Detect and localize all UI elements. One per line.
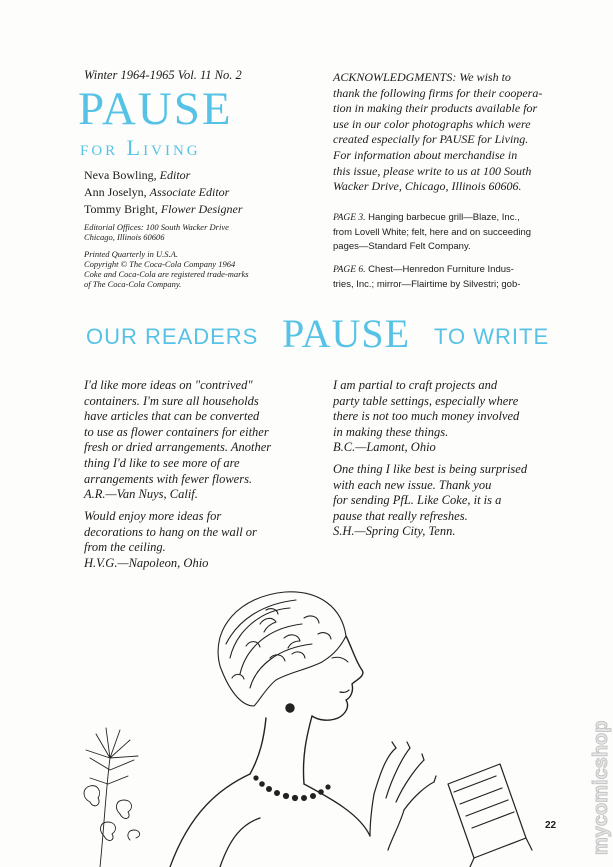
letter-signature: S.H.—Spring City, Tenn. bbox=[333, 524, 456, 539]
credit-line: from Lovell White; felt, here and on succeeding bbox=[333, 226, 532, 238]
letter-signature: H.V.G.—Napoleon, Ohio bbox=[84, 555, 209, 570]
staff-flower-designer bbox=[84, 201, 242, 218]
masthead-title: PAUSE bbox=[78, 83, 233, 135]
letter-line: decorations to hang on the wall or bbox=[84, 524, 257, 539]
ack-line: created especially for PAUSE for Living. bbox=[333, 132, 529, 147]
ack-line: this issue, please write to us at 100 South bbox=[333, 163, 532, 178]
letter-line: party table settings, especially where bbox=[333, 393, 519, 408]
face-profile bbox=[250, 636, 363, 784]
credit-page-3 bbox=[333, 211, 565, 255]
staff-name: Ann Joselyn, bbox=[84, 185, 150, 199]
letter-line: with each new issue. Thank you bbox=[333, 477, 492, 492]
hand-sketch bbox=[370, 742, 436, 850]
staff-associate-editor bbox=[84, 184, 242, 201]
staff-role: Flower Designer bbox=[160, 202, 243, 216]
bead-necklace bbox=[253, 775, 330, 801]
printed-line: of The Coca-Cola Company. bbox=[84, 279, 182, 289]
reader-letter-4 bbox=[333, 462, 527, 540]
reader-letter-1 bbox=[84, 378, 271, 503]
hair-sketch bbox=[218, 592, 346, 706]
staff-name: Tommy Bright, bbox=[84, 202, 161, 216]
staff-list bbox=[84, 167, 242, 218]
printed-line: Coke and Coca-Cola are registered trade-marks bbox=[84, 269, 249, 279]
printed-line: Copyright © The Coca-Cola Company 1964 bbox=[84, 259, 236, 269]
watermark bbox=[568, 650, 612, 855]
watermark-text: mycomicshop bbox=[590, 720, 612, 855]
ack-line: For information about merchandise in bbox=[333, 147, 518, 162]
headline-part-3: TO WRITE bbox=[434, 324, 550, 349]
credit-line: Hanging barbecue grill—Blaze, Inc., bbox=[365, 212, 520, 223]
staff-name: Neva Bowling, bbox=[84, 168, 160, 182]
headline-part-1: OUR READERS bbox=[86, 324, 259, 349]
reader-letter-2 bbox=[84, 509, 257, 571]
letter-line: I'd like more ideas on "contrived" bbox=[84, 378, 253, 392]
letter-line: Would enjoy more ideas for bbox=[84, 509, 222, 523]
editorial-offices bbox=[84, 222, 229, 242]
ack-line: ACKNOWLEDGMENTS: We wish to bbox=[333, 70, 511, 84]
letter-line: to use as flower containers for either bbox=[84, 424, 269, 439]
letter-line: containers. I'm sure all households bbox=[84, 393, 259, 408]
letter-line: there is not too much money involved bbox=[333, 409, 520, 424]
letter-line: thing I'd like to see more of are bbox=[84, 455, 240, 470]
offices-line: Editorial Offices: 100 South Wacker Drive bbox=[84, 222, 229, 232]
woman-reading-illustration bbox=[70, 588, 540, 867]
letter-line: have articles that can be converted bbox=[84, 409, 260, 424]
credit-line: Chest—Henredon Furniture Indus- bbox=[365, 264, 514, 275]
issue-line: Winter 1964-1965 Vol. 11 No. 2 bbox=[84, 68, 242, 82]
credit-label: PAGE 6. bbox=[333, 265, 366, 275]
credit-line: pages—Standard Felt Company. bbox=[333, 241, 471, 252]
staff-editor bbox=[84, 167, 242, 184]
letter-line: for sending PfL. Like Coke, it is a bbox=[333, 493, 502, 508]
ack-line: use in our color photographs which were bbox=[333, 116, 531, 131]
printed-line: Printed Quarterly in U.S.A. bbox=[84, 249, 178, 259]
credit-line: tries, Inc.; mirror—Flairtime by Silvestri; gob- bbox=[333, 278, 521, 290]
flower-sketch bbox=[84, 728, 140, 867]
printing-notice bbox=[84, 249, 249, 289]
headline-part-2: PAUSE bbox=[282, 311, 411, 356]
staff-role: Editor bbox=[159, 168, 191, 182]
book-sketch bbox=[448, 764, 532, 867]
page-number: 22 bbox=[545, 820, 557, 831]
letter-line: pause that really refreshes. bbox=[333, 508, 468, 523]
letter-signature: B.C.—Lamont, Ohio bbox=[333, 440, 436, 455]
masthead-subtitle: for Living bbox=[80, 135, 201, 160]
letter-line: in making these things. bbox=[333, 424, 449, 439]
ack-line: thank the following firms for their coopera- bbox=[333, 85, 543, 100]
letter-line: I am partial to craft projects and bbox=[333, 378, 498, 392]
section-headline bbox=[86, 310, 566, 360]
letter-line: fresh or dried arrangements. Another bbox=[84, 440, 272, 455]
offices-line: Chicago, Illinois 60606 bbox=[84, 232, 165, 242]
acknowledgments bbox=[333, 70, 565, 195]
staff-role: Associate Editor bbox=[149, 185, 230, 199]
letter-line: arrangements with fewer flowers. bbox=[84, 471, 253, 486]
letter-signature: A.R.—Van Nuys, Calif. bbox=[84, 487, 198, 502]
credit-page-6 bbox=[333, 263, 565, 292]
ack-line: tion in making their products available for bbox=[333, 101, 538, 116]
reader-letter-3 bbox=[333, 378, 519, 456]
letter-line: One thing I like best is being surprised bbox=[333, 462, 528, 476]
ack-line: Wacker Drive, Chicago, Illinois 60606. bbox=[333, 179, 522, 194]
credit-label: PAGE 3. bbox=[333, 213, 366, 223]
letter-line: from the ceiling. bbox=[84, 540, 166, 555]
